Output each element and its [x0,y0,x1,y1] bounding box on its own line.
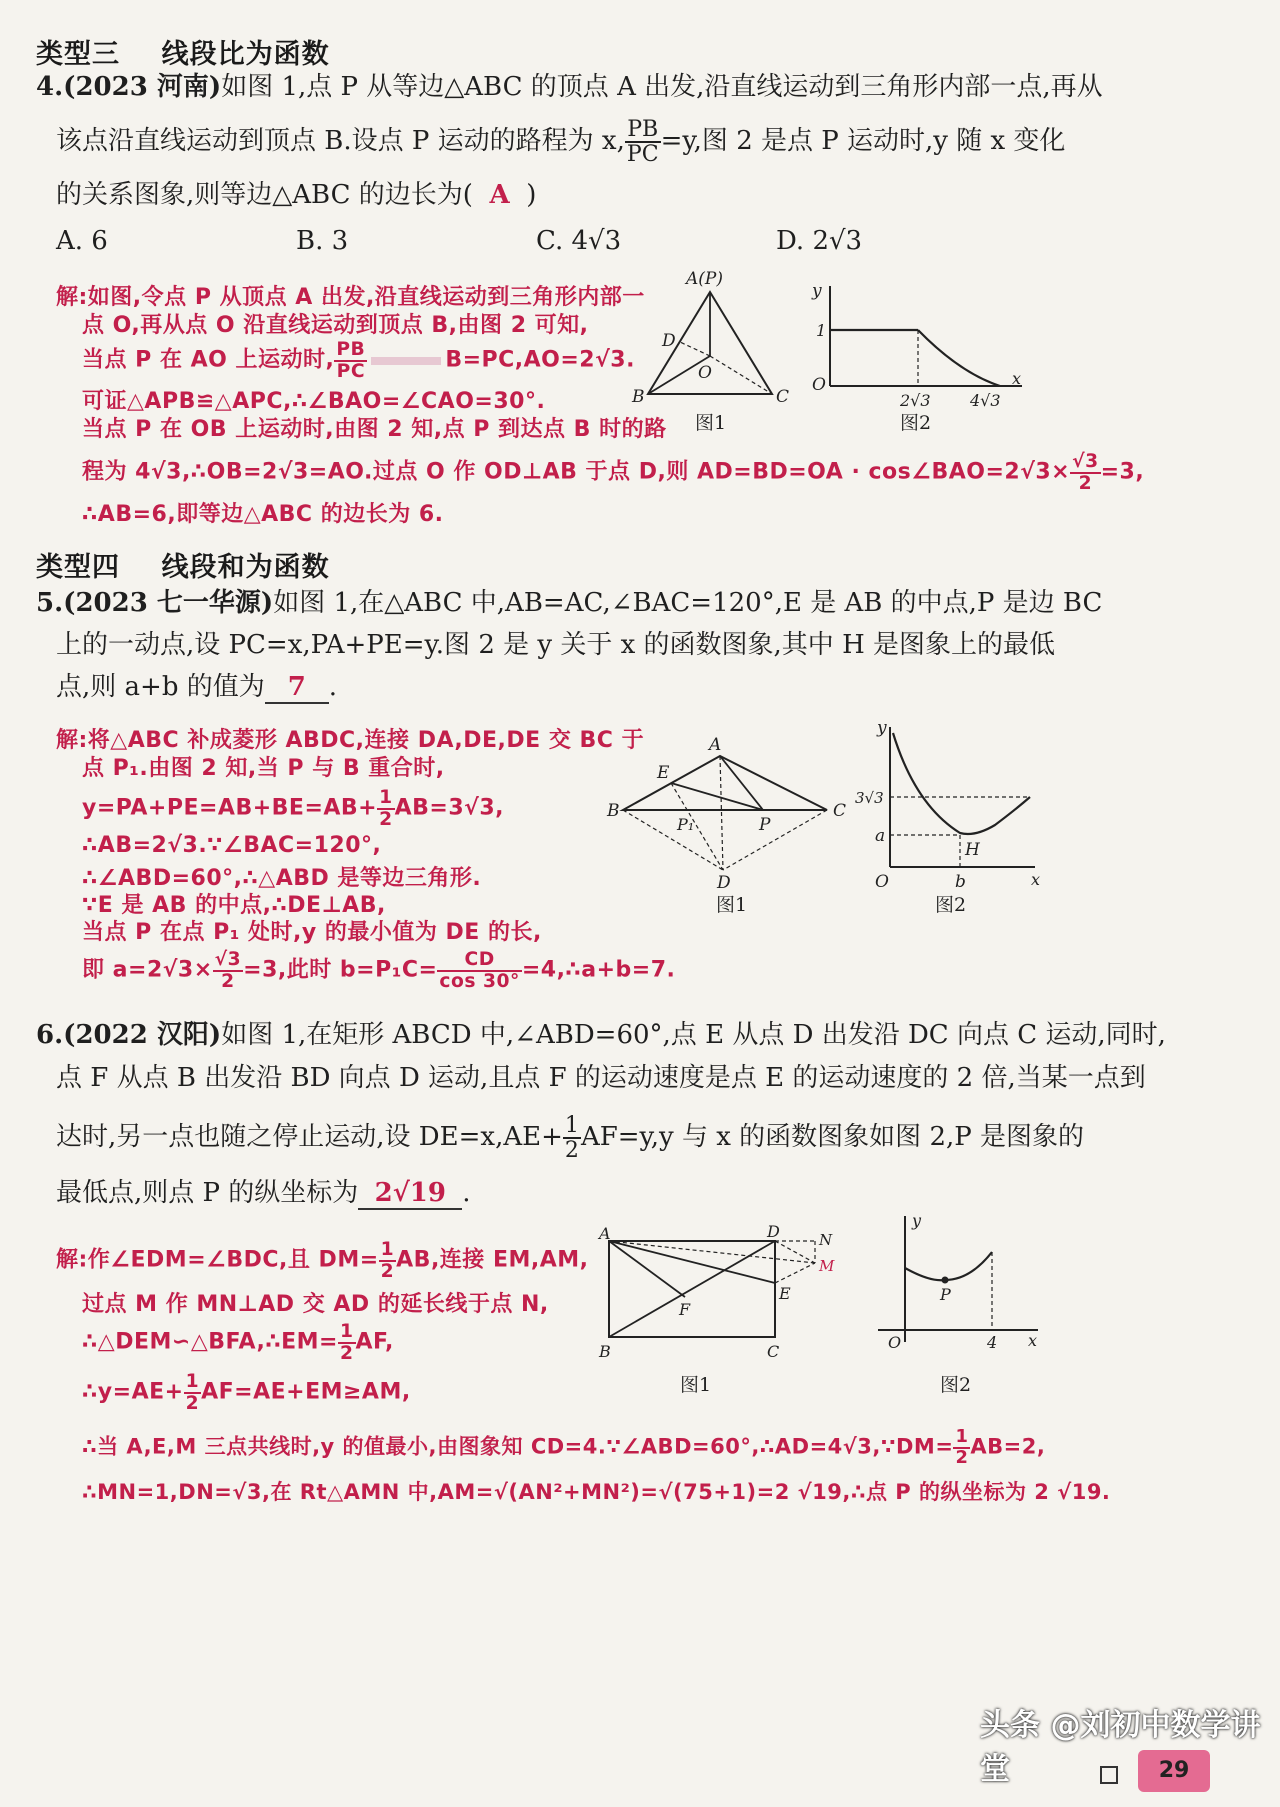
fig5-graph [855,715,1045,890]
axis-label-x: x [1031,870,1041,889]
segment-am [609,1241,815,1263]
label-b: B [599,1342,611,1361]
label-p: P [759,815,771,835]
fig6-rectangle-diagram [595,1225,845,1365]
segment-oc [710,356,772,394]
tick-label-2root3: 2√3 [900,391,931,408]
label-b: B [607,801,620,821]
fraction [563,1114,581,1162]
tick-label-b: b [955,872,966,890]
sol4-line4: 可证△APB≌△APC,∴∠BAO=∠CAO=30°. [82,389,546,414]
label-n: N [819,1231,833,1249]
question-text: ) [526,180,537,210]
fraction [437,950,521,991]
smudged-text [371,357,441,365]
fig6b-caption: 图2 [940,1374,972,1396]
sol6-line3 [82,1322,394,1363]
fig6-graph [870,1210,1045,1355]
graph-curve [918,330,1000,386]
solution-text: AB=3√3, [394,795,505,821]
segment-ae [609,1241,775,1283]
axis-label-y: y [877,718,887,738]
question-text: 最低点,则点 P 的纵坐标为 [56,1178,359,1208]
fraction-denominator: 2 [380,1260,395,1282]
sol4-line5: 当点 P 在 OB 上运动时,由图 2 知,点 P 到达点 B 时的路 [82,417,667,442]
fraction-denominator: PC [336,360,366,382]
fraction-denominator: 2 [955,1446,969,1468]
section-label: 类型三 [36,39,120,70]
label-m: M [819,1257,835,1275]
question-text: 如图 1,点 P 从等边△ABC 的顶点 A 出发,沿直线运动到三角形内部一点,再从 [221,72,1103,102]
question-text: . [462,1178,471,1208]
question-number: 6. [36,1020,64,1050]
solution-text: =3,此时 b=P₁C= [243,957,438,983]
sol6-line1 [56,1240,589,1281]
sol4-line3 [82,340,635,381]
solution-text: 即 a=2√3× [82,957,213,983]
question-text: . [328,672,337,702]
fig4a-caption: 图1 [695,412,727,434]
sol5-line1: 解:将△ABC 补成菱形 ABDC,连接 DA,DE,DE 交 BC 于 [56,728,645,753]
sol5-line7: 当点 P 在点 P₁ 处时,y 的最小值为 DE 的长, [82,920,542,945]
diagonal-bd [609,1241,775,1337]
tick-label-a: a [875,826,886,846]
axis-label-y: y [812,281,822,301]
sol6-line2: 过点 M 作 MN⊥AD 交 AD 的延长线于点 N, [82,1292,549,1317]
square-mark [1100,1766,1118,1784]
label-p1: P₁ [677,815,695,834]
fraction-denominator: 2 [185,1392,200,1414]
answer-choice: A [489,180,510,210]
fraction-denominator: 2 [1078,472,1093,494]
solution-text: ∴△DEM∽△BFA,∴EM= [82,1329,338,1355]
option-b: B. 3 [296,226,349,256]
segment-af [609,1241,685,1297]
fraction [213,950,243,991]
question-source: (2023 七一华源) [63,588,274,618]
q4-line1 [36,72,1103,102]
label-h: H [965,840,980,860]
page-number: 29 [1138,1750,1210,1792]
fraction-numerator: 1 [340,1321,354,1342]
fraction [338,1322,356,1363]
label-c: C [833,801,847,821]
label-e: E [657,763,670,783]
q4-line2 [56,118,1065,166]
answer-blank: 2√19 [358,1178,462,1210]
option-d: D. 2√3 [776,226,863,256]
q6-line3 [56,1114,1084,1162]
triangle-abc [623,756,827,810]
segment-od [680,342,710,356]
label-p: P [940,1285,951,1304]
fraction-numerator: PB [625,118,661,143]
origin-label: O [812,375,826,395]
fraction-numerator: 1 [564,1112,579,1138]
sol5-line6: ∵E 是 AB 的中点,∴DE⊥AB, [82,893,386,918]
fraction-numerator: 1 [380,1239,395,1260]
fraction-denominator: 2 [221,970,235,992]
question-number: 4. [36,72,64,102]
fraction [377,788,395,829]
question-text: 点,则 a+b 的值为 [56,672,265,702]
q5-line3 [56,672,337,704]
question-text: AF=y,y 与 x 的函数图象如图 2,P 是图象的 [580,1122,1085,1153]
section-label: 类型四 [36,552,120,583]
tick-label-4: 4 [987,1333,998,1352]
fraction-denominator: 2 [379,808,393,830]
question-number: 5. [36,588,64,618]
sol6-line5 [82,1428,1045,1467]
question-text: =y,图 2 是点 P 运动时,y 随 x 变化 [660,126,1066,157]
fraction [379,1240,397,1281]
fig4-graph [800,278,1030,408]
fraction-denominator: cos 30° [439,970,520,992]
label-f: F [679,1300,691,1319]
section-title: 线段和为函数 [161,552,330,583]
fraction-numerator: √3 [1072,451,1099,472]
label-b: B [632,387,645,407]
fraction-denominator: 2 [564,1137,579,1164]
q5-line2: 上的一动点,设 PC=x,PA+PE=y.图 2 是 y 关于 x 的函数图象,其中 H 是图象上的最低 [56,630,1056,660]
fraction-numerator: 1 [379,787,393,808]
fig5b-caption: 图2 [935,894,967,916]
fraction-numerator: CD [437,950,521,972]
label-d: D [717,873,731,892]
section-title: 线段比为函数 [161,39,330,70]
tick-label-3root3: 3√3 [855,789,884,807]
solution-text: =4,∴a+b=7. [521,957,676,983]
sol5-line4: ∴AB=2√3.∵∠BAC=120°, [82,833,382,858]
question-text: 达时,另一点也随之停止运动,设 DE=x,AE+ [56,1122,563,1153]
question-source: (2022 汉阳) [63,1020,222,1050]
answer-blank: 7 [265,672,329,704]
solution-text: ∴y=AE+ [82,1379,184,1405]
fraction [184,1372,202,1413]
graph-curve [893,733,1030,834]
solution-text: AB=2, [970,1434,1046,1459]
question-text: 如图 1,在矩形 ABCD 中,∠ABD=60°,点 E 从点 D 出发沿 DC 向点 C 运动,同时, [221,1020,1166,1050]
label-a: A(P) [686,269,723,289]
tick-label-4root3: 4√3 [970,391,1001,408]
sol4-line2: 点 O,再从点 O 沿直线运动到顶点 B,由图 2 可知, [82,313,589,338]
fraction [953,1428,970,1467]
fraction [1070,452,1100,493]
question-text: 该点沿直线运动到顶点 B.设点 P 运动的路程为 x, [56,126,625,157]
label-d: D [767,1225,780,1241]
graph-curve [905,1252,992,1280]
option-a: A. 6 [56,226,108,256]
label-c: C [776,387,790,407]
segment-ad [720,756,723,870]
fraction-numerator: PB [336,339,366,360]
watermark: 头条 @刘初中数学讲堂 [980,1708,1261,1787]
sol5-line5: ∴∠ABD=60°,∴△ABD 是等边三角形. [82,866,482,891]
fraction-numerator: √3 [214,949,242,970]
axis-label-x: x [1012,369,1022,388]
origin-label: O [888,1333,902,1352]
segment-dm [775,1241,815,1263]
solution-text: 解:作∠EDM=∠BDC,且 DM= [56,1247,379,1273]
solution-text: 当点 P 在 AO 上运动时, [82,347,335,373]
q6-line4 [56,1178,471,1210]
q5-line1 [36,588,1102,618]
sol4-line1: 解:如图,令点 P 从顶点 A 出发,沿直线运动到三角形内部一 [56,285,645,310]
section-heading-3 [36,32,330,71]
label-a: A [599,1225,611,1243]
solution-text: =3, [1100,459,1145,485]
fraction-numerator: 1 [955,1426,969,1447]
fraction [334,340,367,381]
solution-text: AF=AE+EM≥AM, [201,1379,411,1405]
sol5-line3 [82,788,504,829]
fraction-numerator: 1 [185,1371,200,1392]
q6-line1 [36,1020,1166,1050]
section-heading-4 [36,545,330,584]
label-a: A [709,735,722,755]
segment-cd [723,810,827,870]
solution-text: y=PA+PE=AB+BE=AB+ [82,795,378,821]
segment-ap [720,756,763,810]
tick-label-1: 1 [816,321,827,340]
label-e: E [779,1284,791,1303]
label-o: O [698,363,712,383]
question-source: (2023 河南) [63,72,222,102]
fig5-rhombus-diagram [605,732,860,892]
segment-ep [671,783,763,810]
fig4b-caption: 图2 [900,412,932,434]
fraction [625,118,661,166]
sol4-line6 [82,452,1144,493]
solution-text: AB,连接 EM,AM, [396,1247,589,1273]
sol6-line4 [82,1372,411,1413]
axis-label-y: y [912,1211,922,1230]
solution-text: B=PC,AO=2√3. [445,347,635,373]
fraction-denominator: PC [626,141,659,168]
origin-label: O [875,872,889,890]
option-c: C. 4√3 [536,226,622,256]
sol4-line7: ∴AB=6,即等边△ABC 的边长为 6. [82,502,444,527]
q4-line3 [56,180,536,210]
min-point-p [942,1277,949,1284]
fig6a-caption: 图1 [680,1374,712,1396]
label-d: D [662,331,676,351]
solution-text: 程为 4√3,∴OB=2√3=AO.过点 O 作 OD⊥AB 于点 D,则 AD=BD=OA · cos∠BAO=2√3× [82,459,1071,485]
fraction-denominator: 2 [340,1342,354,1364]
solution-text: AF, [355,1329,394,1355]
fig5a-caption: 图1 [716,894,748,916]
q6-line2: 点 F 从点 B 出发沿 BD 向点 D 运动,且点 F 的运动速度是点 E 的运动速度的 2 倍,当某一点到 [56,1063,1146,1093]
sol5-line2: 点 P₁.由图 2 知,当 P 与 B 重合时, [82,756,445,781]
sol6-line6: ∴MN=1,DN=√3,在 Rt△AMN 中,AM=√(AN²+MN²)=√(75+1)=2 √19,∴点 P 的纵坐标为 2 √19. [82,1480,1111,1504]
segment-bd [623,810,723,870]
label-c: C [767,1342,780,1361]
axis-label-x: x [1028,1331,1038,1350]
segment-em [775,1263,815,1283]
sol5-line8 [82,950,675,991]
question-text: 如图 1,在△ABC 中,AB=AC,∠BAC=120°,E 是 AB 的中点,P 是边 BC [273,588,1103,618]
question-text: 的关系图象,则等边△ABC 的边长为( [56,180,473,210]
solution-text: ∴当 A,E,M 三点共线时,y 的值最小,由图象知 CD=4.∵∠ABD=60°,∴AD=4√3,∵DM= [82,1434,954,1459]
